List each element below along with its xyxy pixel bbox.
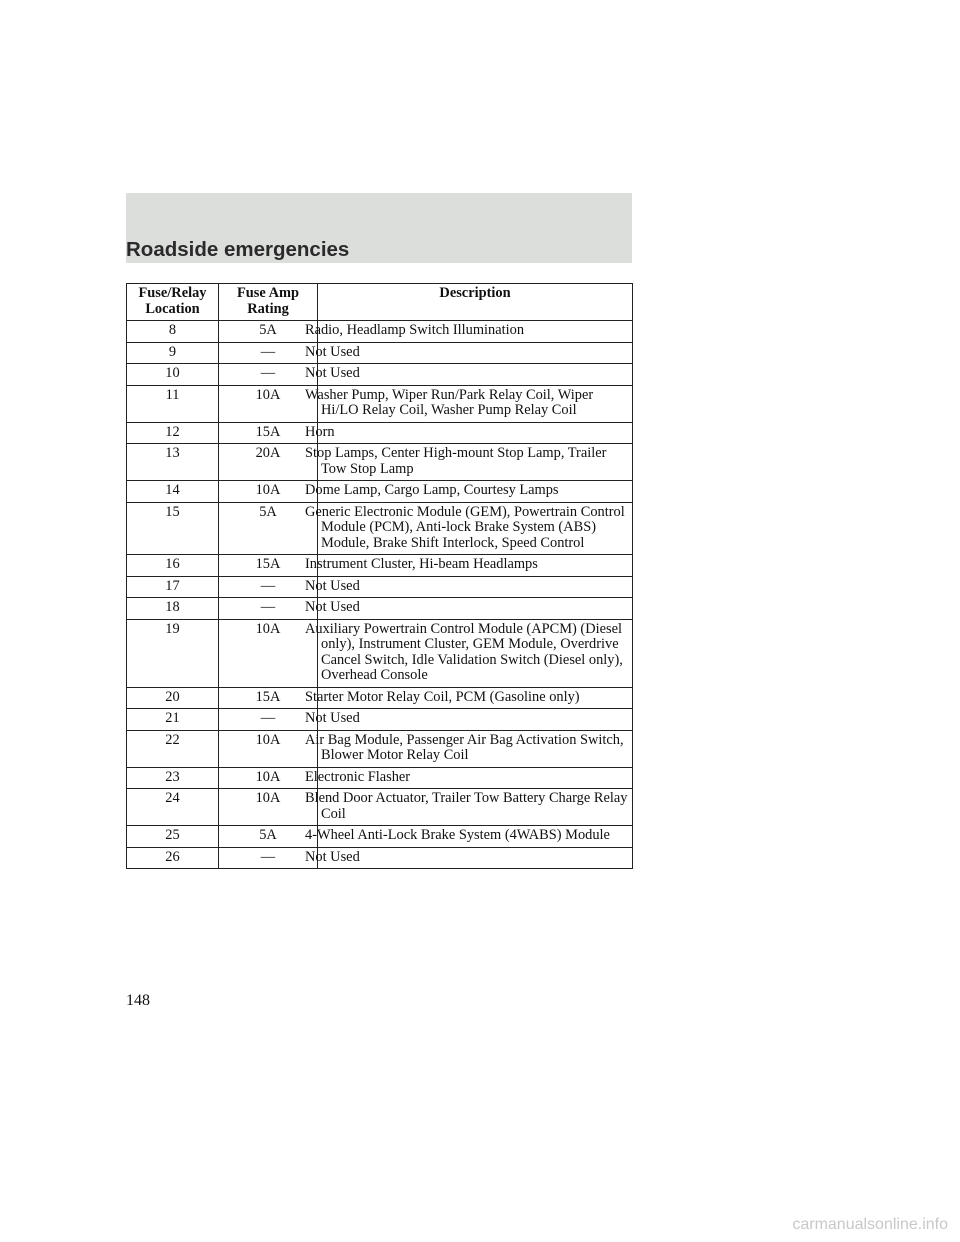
cell-location: 22 <box>127 730 219 767</box>
header-location: Fuse/Relay Location <box>127 284 219 321</box>
table-row <box>127 619 633 687</box>
cell-description: Blend Door Actuator, Trailer Tow Battery Charge Relay Coil <box>318 789 633 826</box>
cell-description: Electronic Flasher <box>318 767 633 789</box>
cell-location: 17 <box>127 576 219 598</box>
table-row <box>127 481 633 503</box>
cell-rating: 5A <box>219 826 318 848</box>
cell-location: 12 <box>127 422 219 444</box>
cell-description: Washer Pump, Wiper Run/Park Relay Coil, Wiper Hi/LO Relay Coil, Washer Pump Relay Coil <box>318 385 633 422</box>
cell-description: Air Bag Module, Passenger Air Bag Activation Switch, Blower Motor Relay Coil <box>318 730 633 767</box>
cell-description: Radio, Headlamp Switch Illumination <box>318 321 633 343</box>
table-body <box>127 321 633 869</box>
cell-location: 10 <box>127 364 219 386</box>
cell-location: 11 <box>127 385 219 422</box>
cell-location: 26 <box>127 847 219 869</box>
table-row <box>127 385 633 422</box>
table-row <box>127 709 633 731</box>
cell-description: Not Used <box>318 576 633 598</box>
cell-location: 20 <box>127 687 219 709</box>
cell-rating: 15A <box>219 422 318 444</box>
cell-rating: — <box>219 576 318 598</box>
section-title: Roadside emergencies <box>126 238 350 261</box>
cell-rating: 10A <box>219 789 318 826</box>
cell-description: Auxiliary Powertrain Control Module (APCM) (Diesel only), Instrument Cluster, GEM Module, Overdrive Cancel Switch, Idle Validation Switch (Diesel only), Overhead Console <box>318 619 633 687</box>
cell-location: 24 <box>127 789 219 826</box>
cell-rating: — <box>219 598 318 620</box>
table-row <box>127 502 633 555</box>
header-description: Description <box>318 284 633 321</box>
cell-description: Not Used <box>318 364 633 386</box>
table-row <box>127 444 633 481</box>
table-header-row <box>127 284 633 321</box>
table-row <box>127 576 633 598</box>
cell-description: Not Used <box>318 847 633 869</box>
cell-description: Not Used <box>318 342 633 364</box>
cell-location: 25 <box>127 826 219 848</box>
fuse-table <box>126 283 633 869</box>
cell-description: Dome Lamp, Cargo Lamp, Courtesy Lamps <box>318 481 633 503</box>
cell-rating: — <box>219 709 318 731</box>
cell-rating: 10A <box>219 767 318 789</box>
cell-rating: 15A <box>219 555 318 577</box>
cell-location: 19 <box>127 619 219 687</box>
cell-location: 18 <box>127 598 219 620</box>
table-row <box>127 342 633 364</box>
cell-location: 14 <box>127 481 219 503</box>
cell-location: 16 <box>127 555 219 577</box>
cell-rating: 10A <box>219 619 318 687</box>
cell-description: Horn <box>318 422 633 444</box>
cell-description: Not Used <box>318 598 633 620</box>
table-row <box>127 847 633 869</box>
cell-rating: — <box>219 847 318 869</box>
cell-rating: 5A <box>219 321 318 343</box>
table-row <box>127 364 633 386</box>
cell-rating: 10A <box>219 385 318 422</box>
header-rating: Fuse Amp Rating <box>219 284 318 321</box>
cell-location: 23 <box>127 767 219 789</box>
table-row <box>127 826 633 848</box>
cell-rating: — <box>219 364 318 386</box>
cell-rating: 10A <box>219 481 318 503</box>
table-row <box>127 555 633 577</box>
cell-location: 13 <box>127 444 219 481</box>
table-row <box>127 687 633 709</box>
cell-rating: 10A <box>219 730 318 767</box>
cell-location: 15 <box>127 502 219 555</box>
cell-rating: 5A <box>219 502 318 555</box>
cell-rating: — <box>219 342 318 364</box>
cell-rating: 15A <box>219 687 318 709</box>
page-number: 148 <box>126 992 150 1009</box>
cell-location: 9 <box>127 342 219 364</box>
cell-location: 21 <box>127 709 219 731</box>
cell-description: 4-Wheel Anti-Lock Brake System (4WABS) Module <box>318 826 633 848</box>
table-row <box>127 789 633 826</box>
cell-location: 8 <box>127 321 219 343</box>
cell-description: Stop Lamps, Center High-mount Stop Lamp, Trailer Tow Stop Lamp <box>318 444 633 481</box>
watermark: carmanualsonline.info <box>792 1216 948 1233</box>
table-row <box>127 321 633 343</box>
cell-description: Starter Motor Relay Coil, PCM (Gasoline only) <box>318 687 633 709</box>
cell-rating: 20A <box>219 444 318 481</box>
table-row <box>127 598 633 620</box>
cell-description: Generic Electronic Module (GEM), Powertrain Control Module (PCM), Anti-lock Brake System (ABS) Module, Brake Shift Interlock, Speed Control <box>318 502 633 555</box>
cell-description: Not Used <box>318 709 633 731</box>
table-row <box>127 767 633 789</box>
table-row <box>127 422 633 444</box>
cell-description: Instrument Cluster, Hi-beam Headlamps <box>318 555 633 577</box>
table-row <box>127 730 633 767</box>
